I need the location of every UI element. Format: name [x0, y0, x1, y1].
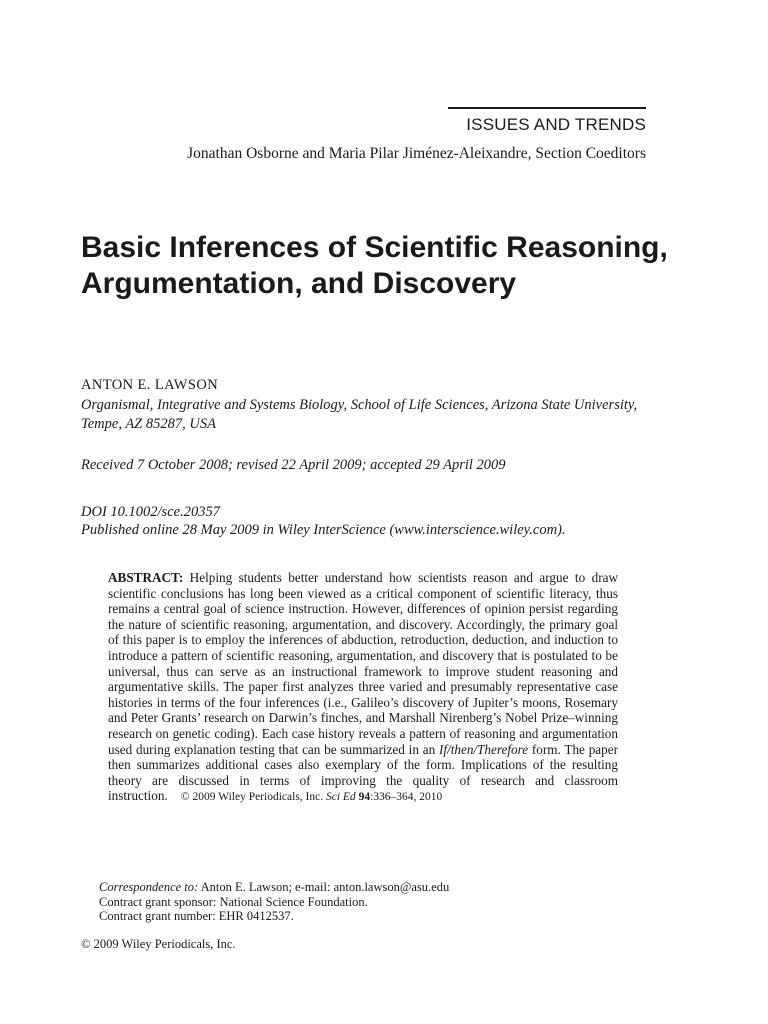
abstract-text-part2: form. The paper then summarizes additional cases also exemplary of the form. Implications of the resulting theory are discussed in terms of improving the quality of research and classroom instruction. — [108, 741, 618, 804]
page-copyright: © 2009 Wiley Periodicals, Inc. — [81, 937, 236, 951]
correspondence-label: Correspondence to: — [99, 880, 199, 894]
abstract-text-part1: Helping students better understand how scientists reason and argue to draw scientific conclusions has long been viewed as a critical component of scientific literacy, thus remains a central goal of science instruction. However, differences of opinion persist regarding the nature of scientific reasoning, argumentation, and discovery. Accordingly, the primary goal of this paper is to employ the inferences of abduction, retroduction, deduction, and induction to introduce a pattern of scientific reasoning, argumentation, and discovery that is postulated to be universal, thus can serve as an instructional framework to improve student reasoning and argumentative skills. The paper first analyzes three varied and presumably representative case histories in terms of the four inferences (i.e., Galileo’s discovery of Jupiter’s moons, Rosemary and Peter Grants’ research on Darwin’s finches, and Marshall Nirenberg’s Nobel Prize–winning research on genetic coding). Each case history reveals a pattern of reasoning and argumentation used during explanation testing that can be summarized in an — [108, 570, 618, 757]
section-editors: Jonathan Osborne and Maria Pilar Jiménez-Aleixandre, Section Coeditors — [187, 145, 646, 162]
paper-title: Basic Inferences of Scientific Reasoning, Argumentation, and Discovery — [81, 231, 668, 300]
correspondence-note — [99, 880, 449, 895]
published-online: Published online 28 May 2009 in Wiley InterScience (www.interscience.wiley.com). — [81, 522, 566, 538]
section-label: ISSUES AND TRENDS — [466, 115, 646, 134]
author-affiliation: Organismal, Integrative and Systems Biology, School of Life Sciences, Arizona State University, Tempe, AZ 85287, USA — [81, 397, 638, 432]
citation-pages: :336–364, 2010 — [370, 791, 443, 804]
footnotes — [99, 880, 449, 924]
citation-journal: Sci Ed — [325, 791, 356, 804]
abstract-label: ABSTRACT: — [108, 570, 184, 585]
doi: DOI 10.1002/sce.20357 — [81, 504, 220, 520]
abstract-form-name: If/then/Therefore — [438, 741, 529, 757]
grant-sponsor-note: Contract grant sponsor: National Science Foundation. — [99, 894, 368, 909]
abstract — [108, 570, 618, 806]
abstract-copyright: © 2009 Wiley Periodicals, Inc. — [180, 791, 324, 804]
grant-number-note: Contract grant number: EHR 0412537. — [99, 909, 294, 923]
submission-dates: Received 7 October 2008; revised 22 April 2009; accepted 29 April 2009 — [81, 457, 506, 473]
section-header — [448, 107, 646, 135]
doi-block — [81, 503, 566, 539]
author-name: ANTON E. LAWSON — [81, 377, 219, 393]
citation-volume: 94 — [358, 791, 371, 804]
abstract-citation — [323, 791, 442, 803]
correspondence-text: Anton E. Lawson; e-mail: anton.lawson@asu.edu — [198, 880, 450, 894]
